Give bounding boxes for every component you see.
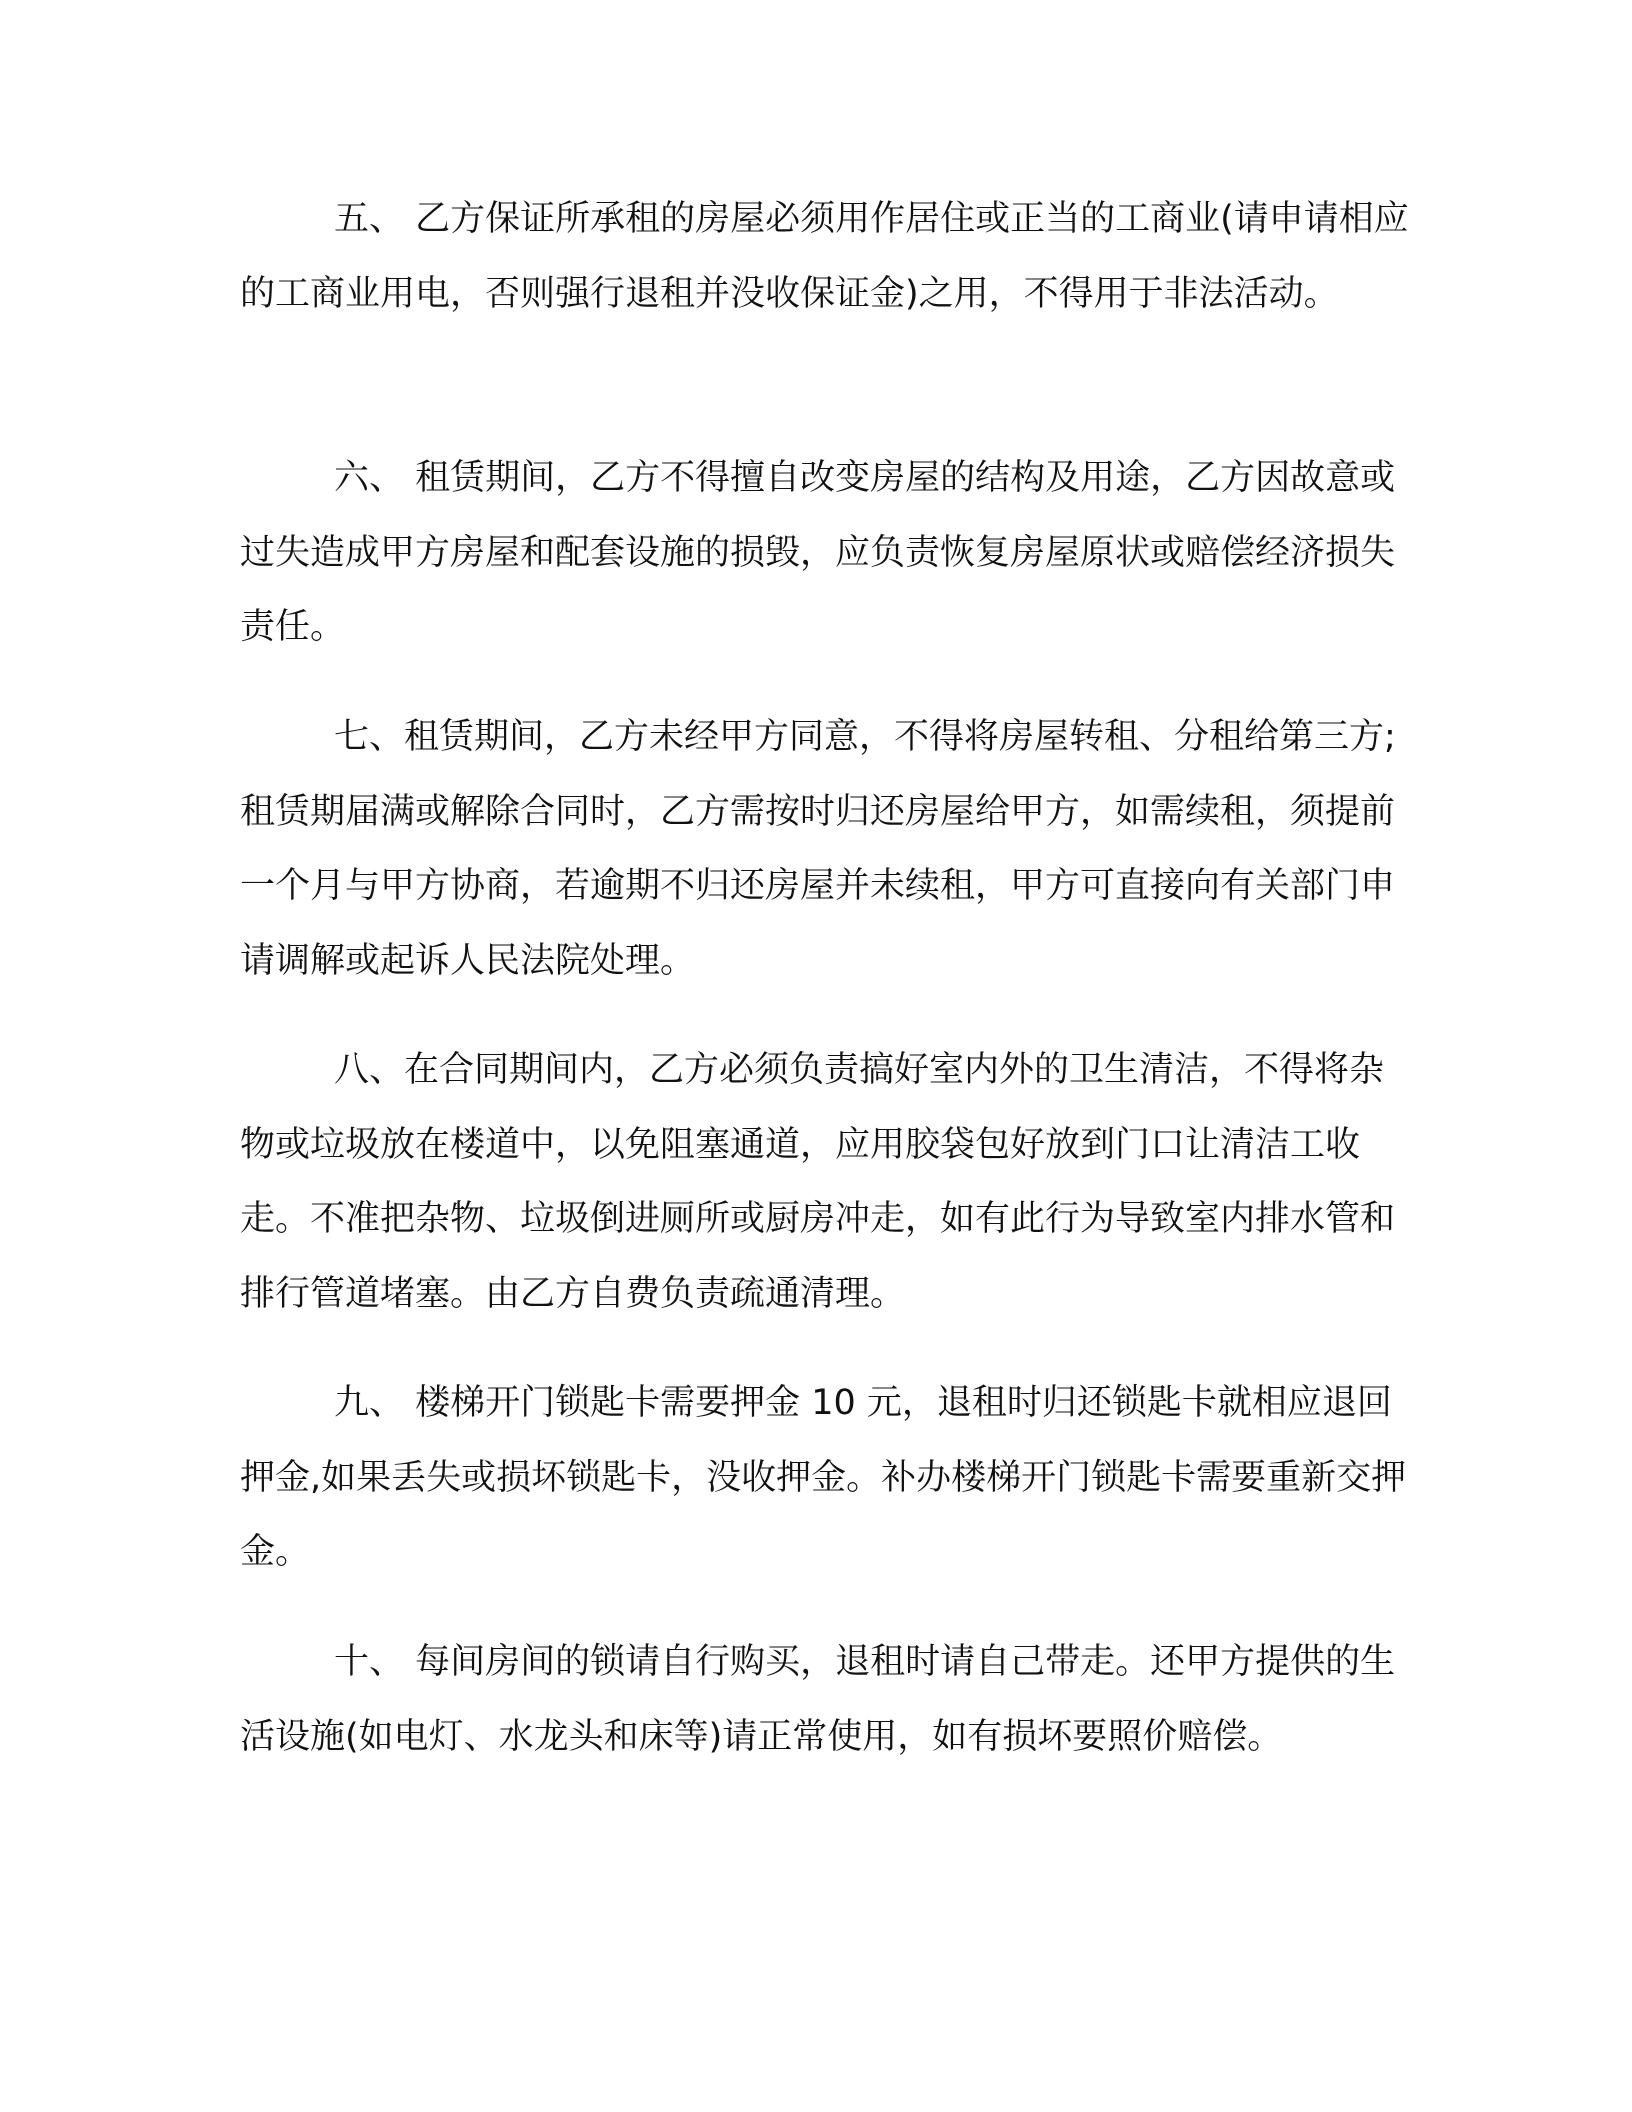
clause-9-paragraph: 九、 楼梯开门锁匙卡需要押金 10 元，退租时归还锁匙卡就相应退回押金,如果丢失或损坏锁匙卡，没收押金。补办楼梯开门锁匙卡需要重新交押金。 bbox=[240, 1383, 1407, 1572]
clause-7-paragraph: 七、租赁期间，乙方未经甲方同意，不得将房屋转租、分租给第三方;租赁期届满或解除合同时，乙方需按时归还房屋给甲方，如需续租，须提前一个月与甲方协商，若逾期不归还房屋并未续租，甲方可直接向有关部门申请调解或起诉人民法院处理。 bbox=[240, 717, 1396, 981]
clause-6-paragraph: 六、 租赁期间，乙方不得擅自改变房屋的结构及用途，乙方因故意或过失造成甲方房屋和配套设施的损毁，应负责恢复房屋原状或赔偿经济损失责任。 bbox=[240, 458, 1396, 647]
clause-8-paragraph: 八、在合同期间内，乙方必须负责搞好室内外的卫生清洁，不得将杂物或垃圾放在楼道中，以免阻塞通道，应用胶袋包好放到门口让清洁工收走。不准把杂物、垃圾倒进厕所或厨房冲走，如有此行为导致室内排水管和排行管道堵塞。由乙方自费负责疏通清理。 bbox=[240, 1050, 1396, 1314]
clause-10-paragraph: 十、 每间房间的锁请自行购买，退租时请自己带走。还甲方提供的生活设施(如电灯、水龙头和床等)请正常使用，如有损坏要照价赔偿。 bbox=[240, 1642, 1396, 1757]
clause-5-paragraph: 五、 乙方保证所承租的房屋必须用作居住或正当的工商业(请申请相应的工商业用电，否则强行退租并没收保证金)之用，不得用于非法活动。 bbox=[240, 199, 1409, 314]
